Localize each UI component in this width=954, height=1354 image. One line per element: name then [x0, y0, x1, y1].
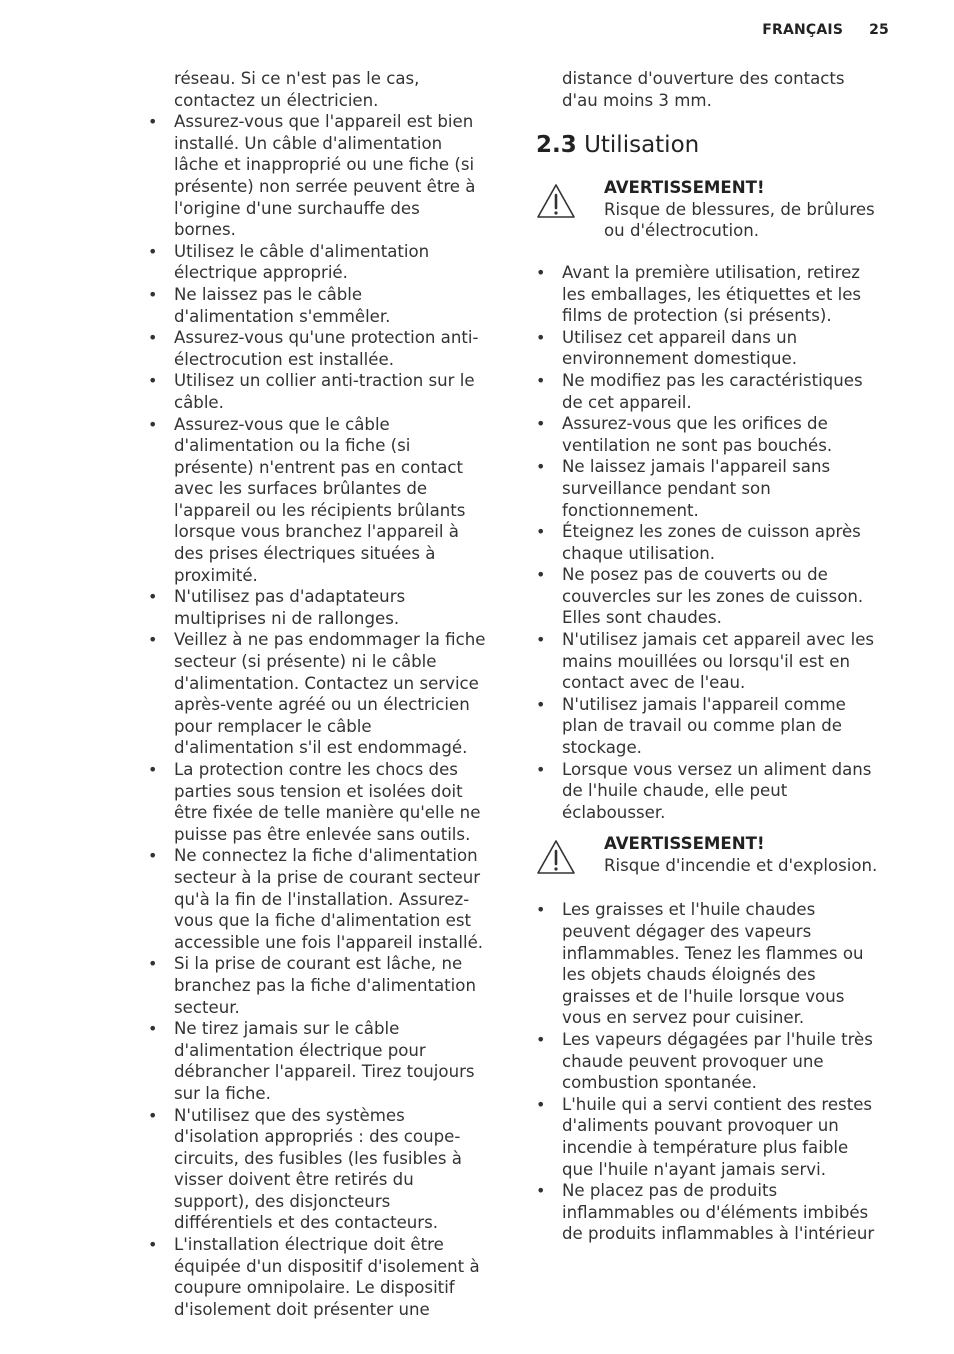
list-item: • Ne tirez jamais sur le câble d'alimentation électrique pour débrancher l'appareil. Tirez toujours sur la fiche.: [148, 1018, 486, 1104]
list-item: • N'utilisez pas d'adaptateurs multiprises ni de rallonges.: [148, 586, 486, 629]
warning-triangle-icon: [536, 833, 604, 879]
page-number: 25: [869, 22, 889, 38]
list-item: • Utilisez cet appareil dans un environnement domestique.: [536, 327, 884, 370]
list-item: • Ne laissez pas le câble d'alimentation s'emmêler.: [148, 284, 486, 327]
list-item: • Les vapeurs dégagées par l'huile très chaude peuvent provoquer une combustion spontanée.: [536, 1029, 884, 1094]
list-item: • Ne laissez jamais l'appareil sans surveillance pendant son fonctionnement.: [536, 456, 884, 521]
list-item: • La protection contre les chocs des parties sous tension et isolées doit être fixée de telle manière qu'elle ne puisse pas être enlevée sans outils.: [148, 759, 486, 845]
warning-box: [536, 177, 884, 242]
list-item: • L'huile qui a servi contient des restes d'aliments pouvant provoquer un incendie à température plus faible que l'huile n'ayant jamais servi.: [536, 1094, 884, 1180]
page-header: [762, 22, 889, 38]
list-item: • Ne posez pas de couverts ou de couvercles sur les zones de cuisson. Elles sont chaudes.: [536, 564, 884, 629]
list-item: • N'utilisez jamais l'appareil comme plan de travail ou comme plan de stockage.: [536, 694, 884, 759]
list-item: • Utilisez un collier anti-traction sur le câble.: [148, 370, 486, 413]
list-item: • Assurez-vous que l'appareil est bien installé. Un câble d'alimentation lâche et inapproprié ou une fiche (si présente) non serrée peuvent être à l'origine d'une surchauffe des bornes.: [148, 111, 486, 241]
warning-box: [536, 833, 884, 879]
list-item: • Ne connectez la fiche d'alimentation secteur à la prise de courant secteur qu'à la fin de l'installation. Assurez-vous que la fiche d'alimentation est accessible une fois l'appareil installé.: [148, 845, 486, 953]
fire-safety-list: [536, 899, 884, 1245]
list-item: • L'installation électrique doit être équipée d'un dispositif d'isolement à coupure omnipolaire. Le dispositif d'isolement doit présenter une: [148, 1234, 486, 1320]
list-item: • Lorsque vous versez un aliment dans de l'huile chaude, elle peut éclabousser.: [536, 759, 884, 824]
warning-triangle-icon: [536, 177, 604, 242]
section-heading: [536, 131, 884, 159]
warning-title: AVERTISSEMENT!: [604, 834, 765, 854]
right-column: [536, 68, 884, 1245]
safety-list: [148, 111, 486, 1320]
warning-text: Risque d'incendie et d'explosion.: [604, 856, 878, 875]
left-column: [148, 68, 486, 1320]
continuation-text: distance d'ouverture des contacts d'au moins 3 mm.: [562, 69, 845, 110]
list-item: • Éteignez les zones de cuisson après chaque utilisation.: [536, 521, 884, 564]
list-item: • N'utilisez que des systèmes d'isolation appropriés : des coupe-circuits, des fusibles (les fusibles à visser doivent être retirés du support), des disjoncteurs différentiels et des contacteurs.: [148, 1105, 486, 1235]
usage-list: [536, 262, 884, 823]
warning-text: Risque de blessures, de brûlures ou d'électrocution.: [604, 199, 875, 241]
list-item: • Assurez-vous que les orifices de ventilation ne sont pas bouchés.: [536, 413, 884, 456]
list-item: • N'utilisez jamais cet appareil avec les mains mouillées ou lorsqu'il est en contact avec de l'eau.: [536, 629, 884, 694]
language-label: FRANÇAIS: [762, 22, 844, 38]
list-item: • Assurez-vous qu'une protection anti-électrocution est installée.: [148, 327, 486, 370]
list-item: • Avant la première utilisation, retirez les emballages, les étiquettes et les films de protection (si présents).: [536, 262, 884, 327]
warning-title: AVERTISSEMENT!: [604, 178, 765, 198]
list-item: • Veillez à ne pas endommager la fiche secteur (si présente) ni le câble d'alimentation. Contactez un service après-vente agréé ou un électricien pour remplacer le câble d'alimentation s'il est endommagé.: [148, 629, 486, 759]
section-number: 2.3: [536, 132, 577, 159]
list-item: • Assurez-vous que le câble d'alimentation ou la fiche (si présente) n'entrent pas en contact avec les surfaces brûlantes de l'appareil ou les récipients brûlants lorsque vous branchez l'appareil à des prises électriques situées à proximité.: [148, 414, 486, 587]
section-title: Utilisation: [584, 132, 700, 159]
list-item: • Ne placez pas de produits inflammables ou d'éléments imbibés de produits inflammables à l'intérieur: [536, 1180, 884, 1245]
continuation-text: réseau. Si ce n'est pas le cas, contactez un électricien.: [174, 69, 420, 110]
list-item: • Ne modifiez pas les caractéristiques de cet appareil.: [536, 370, 884, 413]
list-item: • Les graisses et l'huile chaudes peuvent dégager des vapeurs inflammables. Tenez les flammes ou les objets chauds éloignés des graisses et de l'huile lorsque vous vous en servez pour cuisiner.: [536, 899, 884, 1029]
list-item: • Si la prise de courant est lâche, ne branchez pas la fiche d'alimentation secteur.: [148, 953, 486, 1018]
list-item: • Utilisez le câble d'alimentation électrique approprié.: [148, 241, 486, 284]
